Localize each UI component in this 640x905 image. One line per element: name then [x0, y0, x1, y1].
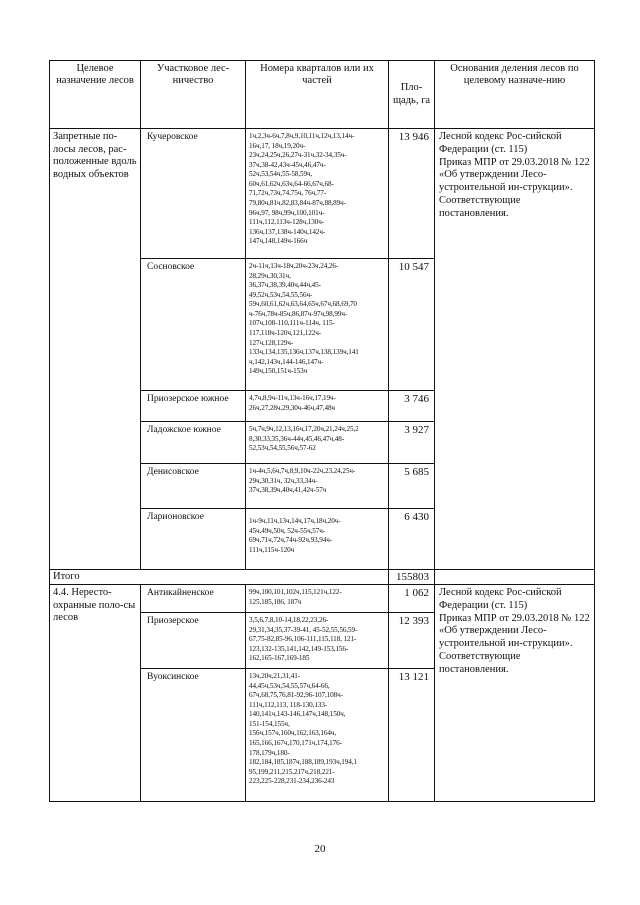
area-cell: 13 121: [389, 669, 435, 802]
table-row: [50, 129, 595, 259]
table-header-row: [50, 61, 595, 129]
basis-cell: Лесной кодекс Рос-сийской Федерации (ст. 115) Приказ МПР от 29.03.2018 № 122 «Об утверждении Лесо-устроительной ин-струкции». Соответствующие постановления.: [435, 585, 595, 802]
header-area: Пло-щадь, га: [389, 61, 435, 129]
header-quarters: Номера кварталов или их частей: [246, 61, 389, 129]
quarters-cell: 3,5,6,7,8,10-14,18,22,23,26- 29,31,34,35,37-39-41, 45-52,55,56,59- 67,75-82,85-96,106-111,115,118, 121- 123,132-135,141,142,149-153,156- 162,165-167,169-185: [246, 613, 389, 669]
area-cell: 3 927: [389, 422, 435, 464]
area-cell: 10 547: [389, 259, 435, 391]
forestry-cell: Приозерское: [141, 613, 246, 669]
area-cell: 1 062: [389, 585, 435, 613]
area-cell: 3 746: [389, 391, 435, 422]
total-area: 155803: [389, 570, 435, 585]
forestry-cell: Ладожское южное: [141, 422, 246, 464]
area-cell: 5 685: [389, 464, 435, 509]
area-cell: 6 430: [389, 509, 435, 570]
table-row: [50, 585, 595, 613]
area-cell: 12 393: [389, 613, 435, 669]
forestry-cell: Ларионовское: [141, 509, 246, 570]
quarters-cell: 4,7ч,8,9ч-11ч,13ч-16ч,17,19ч- 26ч,27,28ч,29,30ч-46ч,47,48ч: [246, 391, 389, 422]
quarters-cell: 5ч,7ч,9ч,12,13,16ч,17,20ч,21,24ч,25,2 8,30,33,35,36ч-44ч,45,46,47ч,48- 52,53ч,54,55,56ч,57-62: [246, 422, 389, 464]
page-number: 20: [314, 843, 326, 855]
quarters-cell: 1ч-9ч,11ч,13ч,14ч,17ч,18ч,20ч- 45ч,49ч,50ч, 52ч-55ч,57ч- 69ч,71ч,72ч,74ч-92ч,93,94ч- 111ч,115ч-120ч: [246, 509, 389, 570]
forest-purpose-table: [49, 60, 595, 802]
purpose-cell: 4.4. Нересто-охранные поло-сы лесов: [50, 585, 141, 802]
header-forestry: Участковое лес-ничество: [141, 61, 246, 129]
total-label: Итого: [50, 570, 389, 585]
forestry-cell: Сосновское: [141, 259, 246, 391]
basis-cell: Лесной кодекс Рос-сийской Федерации (ст. 115) Приказ МПР от 29.03.2018 № 122 «Об утверждении Лесо-устроительной ин-струкции». Соответствующие постановления.: [435, 129, 595, 570]
header-basis: Основания деления лесов по целевому назначе-нию: [435, 61, 595, 129]
quarters-cell: 13ч,20ч,21,31,41- 44,45ч,53ч,54,55,57ч,64-66, 67ч,68,75,76,81-92,96-107,108ч- 111ч,112,113, 118-130,133- 140,141ч,143-146,147ч,148,150ч, 151-154,155ч, 156ч,157ч,160ч,162,163,164ч, 165,166,167ч,170,171ч,174,176- 178,179ч,180- 182,184,185,187ч,188,189,193ч,194,1 95,199,211,215,217ч,218,221- 223,225-228,231-234,236-243: [246, 669, 389, 802]
header-purpose: Целевое назначение лесов: [50, 61, 141, 129]
total-empty-cell: [435, 570, 595, 585]
purpose-cell: Запретные по-лосы лесов, рас-положенные вдоль водных объектов: [50, 129, 141, 570]
area-cell: 13 946: [389, 129, 435, 259]
quarters-cell: 1ч,2,3ч-6ч,7,8ч,9,10,11ч,12ч,13,14ч- 16ч,17, 18ч,19,20ч- 23ч,24,25ч,26,27ч-31ч,32-34,35ч- 37ч,38-42,43ч-45ч,46,47ч- 52ч,53,54ч,55-58,59ч, 60ч,61,62ч,63ч,64-66,67ч,68- 71,72ч,73ч,74,75ч, 76ч,77- 79,80ч,81ч,82,83,84ч-87ч,88,89ч- 96ч,97, 98ч,99ч,100,101ч- 111ч,112,113ч-128ч,130ч- 136ч,137,138ч-140ч,142ч- 147ч,148,149ч-166ч: [246, 129, 389, 259]
quarters-cell: 2ч-11ч,13ч-18ч,20ч-23ч,24,26- 28,29ч,30,31ч, 36,37ч,38,39,40ч,44ч,45- 49,52ч,53ч,54,55,56ч- 59ч,60,61,62ч,63,64,65ч,67ч,68,69,70 ч-76ч,78ч-85ч,86,87ч-97ч,98,99ч- 107ч,108-110,111ч-114ч, 115- 117,118ч-120ч,121,122ч- 127ч,128,129ч- 133ч,134,135,136ч,137ч,138,139ч,141 ч,142,143ч,144-146,147ч- 149ч,150,151ч-153ч: [246, 259, 389, 391]
quarters-cell: 1ч-4ч,5,6ч,7ч,8,9,10ч-22ч,23,24,25ч- 29ч,30,31ч, 32ч,33,34ч- 37ч,38,39ч,40ч,41,42ч-57ч: [246, 464, 389, 509]
forestry-cell: Антикайненское: [141, 585, 246, 613]
forestry-cell: Денисовское: [141, 464, 246, 509]
quarters-cell: 99ч,100,101,102ч,115,121ч,122- 125,185,186, 187ч: [246, 585, 389, 613]
total-row: [50, 570, 595, 585]
forestry-cell: Вуоксинское: [141, 669, 246, 802]
forestry-cell: Приозерское южное: [141, 391, 246, 422]
forestry-cell: Кучеровское: [141, 129, 246, 259]
